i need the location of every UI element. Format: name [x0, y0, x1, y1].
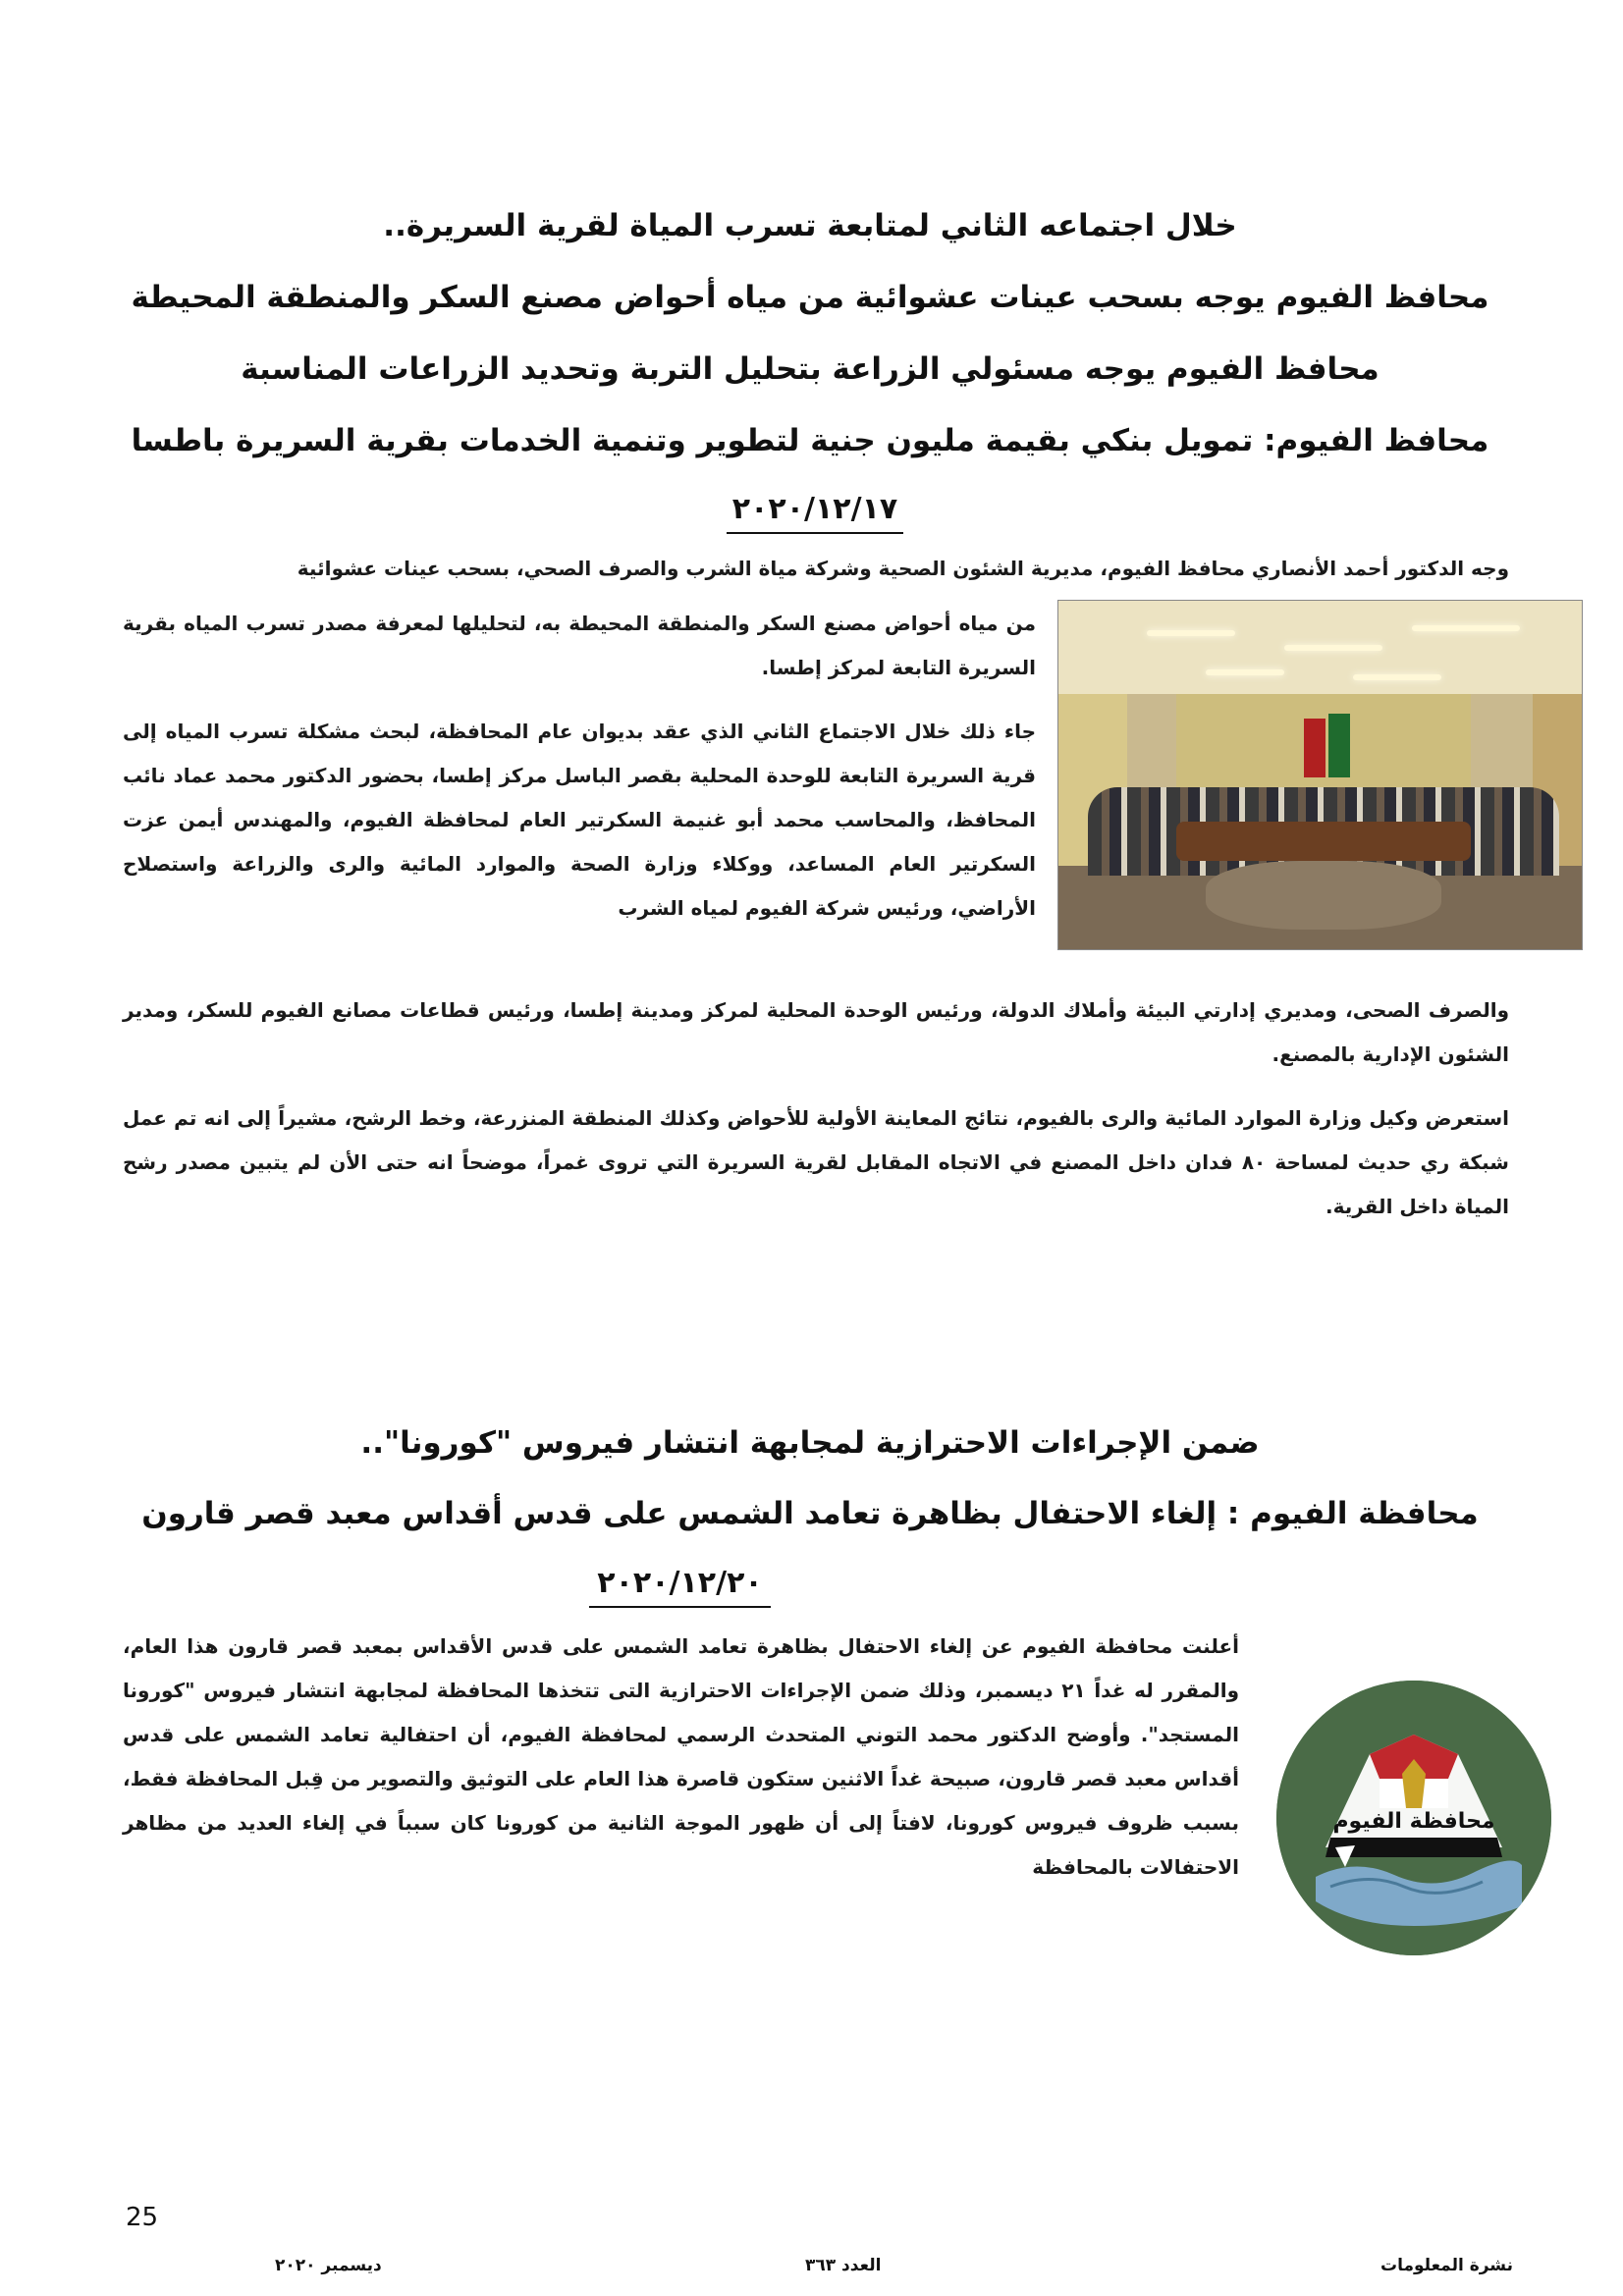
article1-paragraph-attendees: والصرف الصحى، ومديري إدارتي البيئة وأملاك الدولة، ورئيس الوحدة المحلية لمركز ومدينة إطسا، ورئيس قطاعات مصانع الفيوم للسكر، ومدير الشئون الإدارية بالمصنع. [123, 998, 1509, 1066]
article2-date: ٢٠٢٠/١٢/٢٠ [589, 1561, 771, 1608]
meeting-photo [1057, 600, 1583, 950]
logo-text: محافظة الفيوم [1332, 1809, 1495, 1834]
article2-paragraph: أعلنت محافظة الفيوم عن إلغاء الاحتفال بظاهرة تعامد الشمس على قدس الأقداس بمعبد قصر قارون هذا العام، والمقرر له غداً ٢١ ديسمبر، وذلك ضمن الإجراءات الاحترازية التى تتخذها المحافظة لمجابهة انتشار فيروس "كورونا المستجد". وأوضح الدكتور محمد التوني المتحدث الرسمي لمحافظة الفيوم، أن احتفالية تعامد الشمس على قدس أقداس معبد قصر قارون، صبيحة غداً الاثنين ستكون قاصرة هذا العام على التوثيق والتصوير من قِبل المحافظة فقط، بسبب ظروف فيروس كورونا، لافتاً إلى أن ظهور الموجة الثانية من كورونا كان سبباً في إلغاء العديد من مظاهر الاحتفالات بالمحافظة [123, 1634, 1239, 1879]
footer-month: ديسمبر ٢٠٢٠ [275, 2256, 382, 2275]
article1-headline-2: محافظ الفيوم يوجه بسحب عينات عشوائية من مياه أحواض مصنع السكر والمنطقة المحيطة [131, 280, 1489, 315]
article1-date: ٢٠٢٠/١٢/١٧ [727, 487, 903, 534]
article2-headline-2: محافظة الفيوم : إلغاء الاحتفال بظاهرة تعامد الشمس على قدس أقداس معبد قصر قارون [141, 1496, 1479, 1531]
article1-headline-3: محافظ الفيوم يوجه مسئولي الزراعة بتحليل التربة وتحديد الزراعات المناسبة [241, 351, 1380, 387]
article1-paragraph-inspection: استعرض وكيل وزارة الموارد المائية والرى بالفيوم، نتائج المعاينة الأولية للأحواض وكذلك المنطقة المنزرعة، وخط الرشح، مشيراً إلى انه تم عمل شبكة ري حديث لمساحة ٨٠ فدان داخل المصنع في الاتجاه المقابل لقرية السريرة التي تروى غمراً، موضحاً انه حتى الأن لم يتبين مصدر رشح المياة داخل القرية. [123, 1106, 1509, 1218]
article2-headline-1: ضمن الإجراءات الاحترازية لمجابهة انتشار فيروس "كورونا".. [360, 1425, 1260, 1461]
footer-issue: العدد ٣٦٣ [805, 2256, 882, 2275]
article1-headline-1: خلال اجتماعه الثاني لمتابعة تسرب المياة لقرية السريرة.. [383, 208, 1237, 243]
page-number: 25 [126, 2203, 159, 2232]
logo-emblem-icon [1276, 1681, 1551, 1955]
article1-paragraph-intro-cont: من مياه أحواض مصنع السكر والمنطقة المحيطة به، لتحليلها لمعرفة مصدر تسرب المياه بقرية السريرة التابعة لمركز إطسا. [123, 612, 1036, 679]
fayoum-governorate-logo [1276, 1681, 1551, 1955]
article1-paragraph-intro: وجه الدكتور أحمد الأنصاري محافظ الفيوم، مديرية الشئون الصحية وشركة مياة الشرب والصرف الصحي، بسحب عينات عشوائية [297, 557, 1509, 580]
article1-headline-4: محافظ الفيوم: تمويل بنكي بقيمة مليون جنية لتطوير وتنمية الخدمات بقرية السريرة باطسا [131, 423, 1489, 458]
footer-publication: نشرة المعلومات [1380, 2256, 1513, 2275]
article1-paragraph-meeting: جاء ذلك خلال الاجتماع الثاني الذي عقد بديوان عام المحافظة، لبحث مشكلة تسرب المياه إلى قرية السريرة التابعة للوحدة المحلية بقصر الباسل مركز إطسا، بحضور الدكتور محمد عماد نائب المحافظ، والمحاسب محمد أبو غنيمة السكرتير العام لمحافظة الفيوم، والمهندس أيمن عزت السكرتير العام المساعد، ووكلاء وزارة الصحة والموارد المائية والرى والزراعة واستصلاح الأراضي، ورئيس شركة الفيوم لمياه الشرب [123, 720, 1036, 920]
